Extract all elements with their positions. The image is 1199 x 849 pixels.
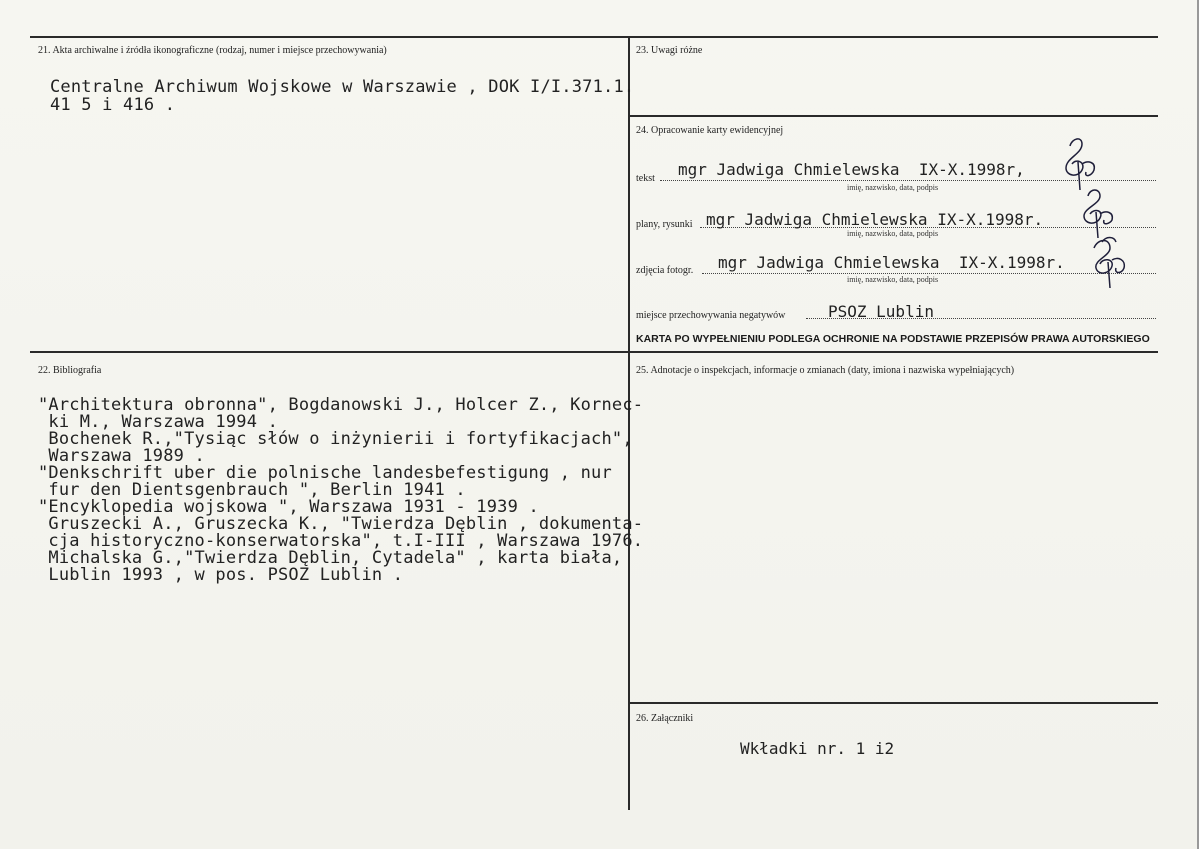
bibliography-line-1: "Architektura obronna", Bogdanowski J., Holcer Z., Kornec-	[38, 395, 644, 415]
bibliography-line-3: Bochenek R.,"Tysiąc słów o inżynierii i fortyfikacjach",	[38, 429, 633, 449]
plany-caption: imię, nazwisko, data, podpis	[847, 229, 939, 238]
bibliography-line-8: Gruszecki A., Gruszecka K., "Twierdza Dęblin , dokumenta-	[38, 514, 644, 534]
top-rule	[30, 36, 1158, 38]
section-23-label: 23. Uwagi różne	[636, 45, 703, 56]
tekst-value: mgr Jadwiga Chmielewska IX-X.1998r,	[678, 160, 1025, 179]
rule-25-26	[630, 702, 1158, 704]
bibliography-line-2: ki M., Warszawa 1994 .	[38, 412, 279, 432]
zdjecia-value: mgr Jadwiga Chmielewska IX-X.1998r.	[718, 253, 1065, 272]
bibliography-line-6: fur den Dientsgenbrauch ", Berlin 1941 .	[38, 480, 466, 500]
section-25-label: 25. Adnotacje o inspekcjach, informacje o zmianach (daty, imiona i nazwiska wypełniających)	[636, 365, 1015, 376]
bibliography-line-4: Warszawa 1989 .	[38, 446, 205, 466]
section-21-line-1: Centralne Archiwum Wojskowe w Warszawie , DOK I/I.371.1.	[50, 77, 635, 97]
section-21-line-2: 41 5 i 416 .	[50, 95, 176, 115]
plany-field-label: plany, rysunki	[636, 219, 693, 230]
section-24-label: 24. Opracowanie karty ewidencyjnej	[636, 125, 784, 136]
bibliography-line-9: cja historyczno-konserwatorska", t.I-III , Warszawa 1976.	[38, 531, 644, 551]
section-22-label: 22. Bibliografia	[38, 365, 102, 376]
section-21-label: 21. Akta archiwalne i źródła ikonograficzne (rodzaj, numer i miejsce przechowywania)	[38, 45, 387, 56]
plany-value: mgr Jadwiga Chmielewska IX-X.1998r.	[706, 210, 1044, 229]
zdjecia-field-label: zdjęcia fotogr.	[636, 265, 694, 276]
rule-23-24	[630, 115, 1158, 117]
bibliography-line-7: "Encyklopedia wojskowa ", Warszawa 1931 - 1939 .	[38, 497, 539, 517]
attachments-value: Wkładki nr. 1 i2	[740, 739, 895, 758]
bibliography-line-11: Lublin 1993 , w pos. PSOZ Lublin .	[38, 565, 404, 585]
tekst-field-label: tekst	[636, 173, 655, 184]
negatives-value: PSOZ Lublin	[828, 302, 934, 321]
zdjecia-caption: imię, nazwisko, data, podpis	[847, 275, 939, 284]
center-divider	[628, 36, 630, 810]
section-26-label: 26. Załączniki	[636, 713, 694, 724]
signature-3	[1088, 234, 1128, 292]
bibliography-line-10: Michalska G.,"Twierdza Dęblin, Cytadela" , karta biała,	[38, 548, 623, 568]
negatives-label: miejsce przechowywania negatywów	[636, 310, 786, 321]
bibliography-line-5: "Denkschrift uber die polnische landesbefestigung , nur	[38, 463, 612, 483]
middle-rule	[30, 351, 1158, 353]
tekst-caption: imię, nazwisko, data, podpis	[847, 183, 939, 192]
copyright-notice: KARTA PO WYPEŁNIENIU PODLEGA OCHRONIE NA PODSTAWIE PRZEPISÓW PRAWA AUTORSKIEGO	[636, 333, 1150, 345]
signature-1	[1060, 134, 1100, 194]
